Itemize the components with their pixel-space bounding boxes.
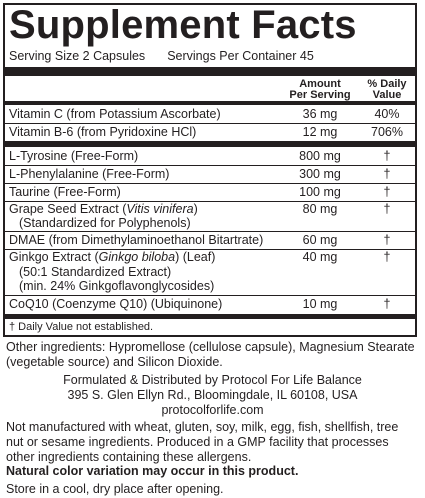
header-divider bbox=[5, 101, 415, 105]
nutrient-amount: 12 mg bbox=[302, 125, 338, 139]
nutrient-name: CoQ10 (Coenzyme Q10) (Ubiquinone) bbox=[9, 297, 223, 311]
nutrient-name: Vitamin B-6 (from Pyridoxine HCl) bbox=[9, 125, 197, 139]
nutrient-subtext: (50:1 Standardized Extract) bbox=[19, 264, 172, 279]
distributor-website: protocolforlife.com bbox=[161, 403, 264, 417]
nutrient-amount: 80 mg bbox=[302, 202, 338, 216]
nutrient-dv: † bbox=[383, 185, 391, 199]
latin-name: Ginkgo biloba bbox=[98, 250, 176, 264]
distributor-line1: Formulated & Distributed by Protocol For Life Balance bbox=[63, 373, 362, 387]
nutrient-name-part: Grape Seed Extract ( bbox=[9, 202, 127, 216]
nutrient-subtext: (Standardized for Polyphenols) bbox=[19, 216, 191, 230]
supplement-facts-panel bbox=[3, 3, 417, 337]
dv-header-line1: % Daily bbox=[367, 78, 407, 90]
bottom-divider bbox=[5, 314, 415, 319]
serving-size: Serving Size 2 Capsules bbox=[9, 49, 146, 63]
row-divider bbox=[5, 165, 415, 166]
nutrient-name bbox=[9, 202, 198, 230]
panel-title: Supplement Facts bbox=[9, 3, 357, 47]
nutrient-dv: 706% bbox=[371, 125, 403, 139]
row-divider bbox=[5, 231, 415, 232]
nutrient-amount: 40 mg bbox=[302, 250, 338, 264]
color-variation-note: Natural color variation may occur in this product. bbox=[6, 464, 299, 478]
nutrient-amount: 300 mg bbox=[299, 167, 341, 181]
nutrient-dv: † bbox=[383, 167, 391, 181]
amount-header-line1: Amount bbox=[299, 78, 341, 90]
section-divider bbox=[5, 141, 415, 147]
nutrient-amount: 800 mg bbox=[299, 149, 341, 163]
storage-instructions: Store in a cool, dry place after opening. bbox=[6, 482, 224, 496]
nutrient-name: Vitamin C (from Potassium Ascorbate) bbox=[9, 107, 221, 121]
row-divider bbox=[5, 295, 415, 296]
nutrient-name: L-Tyrosine (Free-Form) bbox=[9, 149, 139, 163]
nutrient-dv: † bbox=[383, 149, 391, 163]
latin-name: Vitis vinifera bbox=[126, 202, 194, 216]
nutrient-name-part: Ginkgo Extract ( bbox=[9, 250, 99, 264]
nutrient-dv: † bbox=[383, 233, 391, 247]
amount-header-line2: Per Serving bbox=[289, 89, 351, 101]
footnote: † Daily Value not established. bbox=[9, 321, 154, 333]
nutrient-amount: 60 mg bbox=[302, 233, 338, 247]
nutrient-dv: † bbox=[383, 297, 391, 311]
other-ingredients: Other ingredients: Hypromellose (cellulose capsule), Magnesium Stearate (vegetable source) and Silicon Dioxide. bbox=[6, 340, 415, 369]
nutrient-name bbox=[9, 250, 215, 294]
nutrient-dv: † bbox=[383, 202, 391, 216]
nutrient-name-part: ) bbox=[193, 202, 198, 216]
amount-header bbox=[281, 79, 359, 101]
serving-info bbox=[9, 49, 314, 63]
allergen-statement: Not manufactured with wheat, gluten, soy, milk, egg, fish, shellfish, tree nut or sesame ingredients. Produced in a GMP facility that processes other ingredients containing these allergens. bbox=[6, 420, 399, 464]
nutrient-amount: 36 mg bbox=[302, 107, 338, 121]
distributor-address: 395 S. Glen Ellyn Rd., Bloomingdale, IL 60108, USA bbox=[67, 388, 358, 402]
row-divider bbox=[5, 123, 415, 124]
nutrient-name: Taurine (Free-Form) bbox=[9, 185, 121, 199]
nutrient-amount: 10 mg bbox=[302, 297, 338, 311]
thick-divider bbox=[5, 67, 415, 76]
dv-header-line2: Value bbox=[372, 89, 402, 101]
nutrient-name: L-Phenylalanine (Free-Form) bbox=[9, 167, 170, 181]
nutrient-name-part: ) (Leaf) bbox=[175, 250, 216, 264]
nutrient-dv: 40% bbox=[374, 107, 400, 121]
row-divider bbox=[5, 183, 415, 184]
nutrient-name: DMAE (from Dimethylaminoethanol Bitartrate) bbox=[9, 233, 264, 247]
nutrient-amount: 100 mg bbox=[299, 185, 341, 199]
daily-value-header bbox=[359, 79, 415, 101]
nutrient-subtext: (min. 24% Ginkgoflavonglycosides) bbox=[19, 279, 215, 293]
nutrient-dv: † bbox=[383, 250, 391, 264]
servings-per-container: Servings Per Container 45 bbox=[167, 49, 314, 63]
